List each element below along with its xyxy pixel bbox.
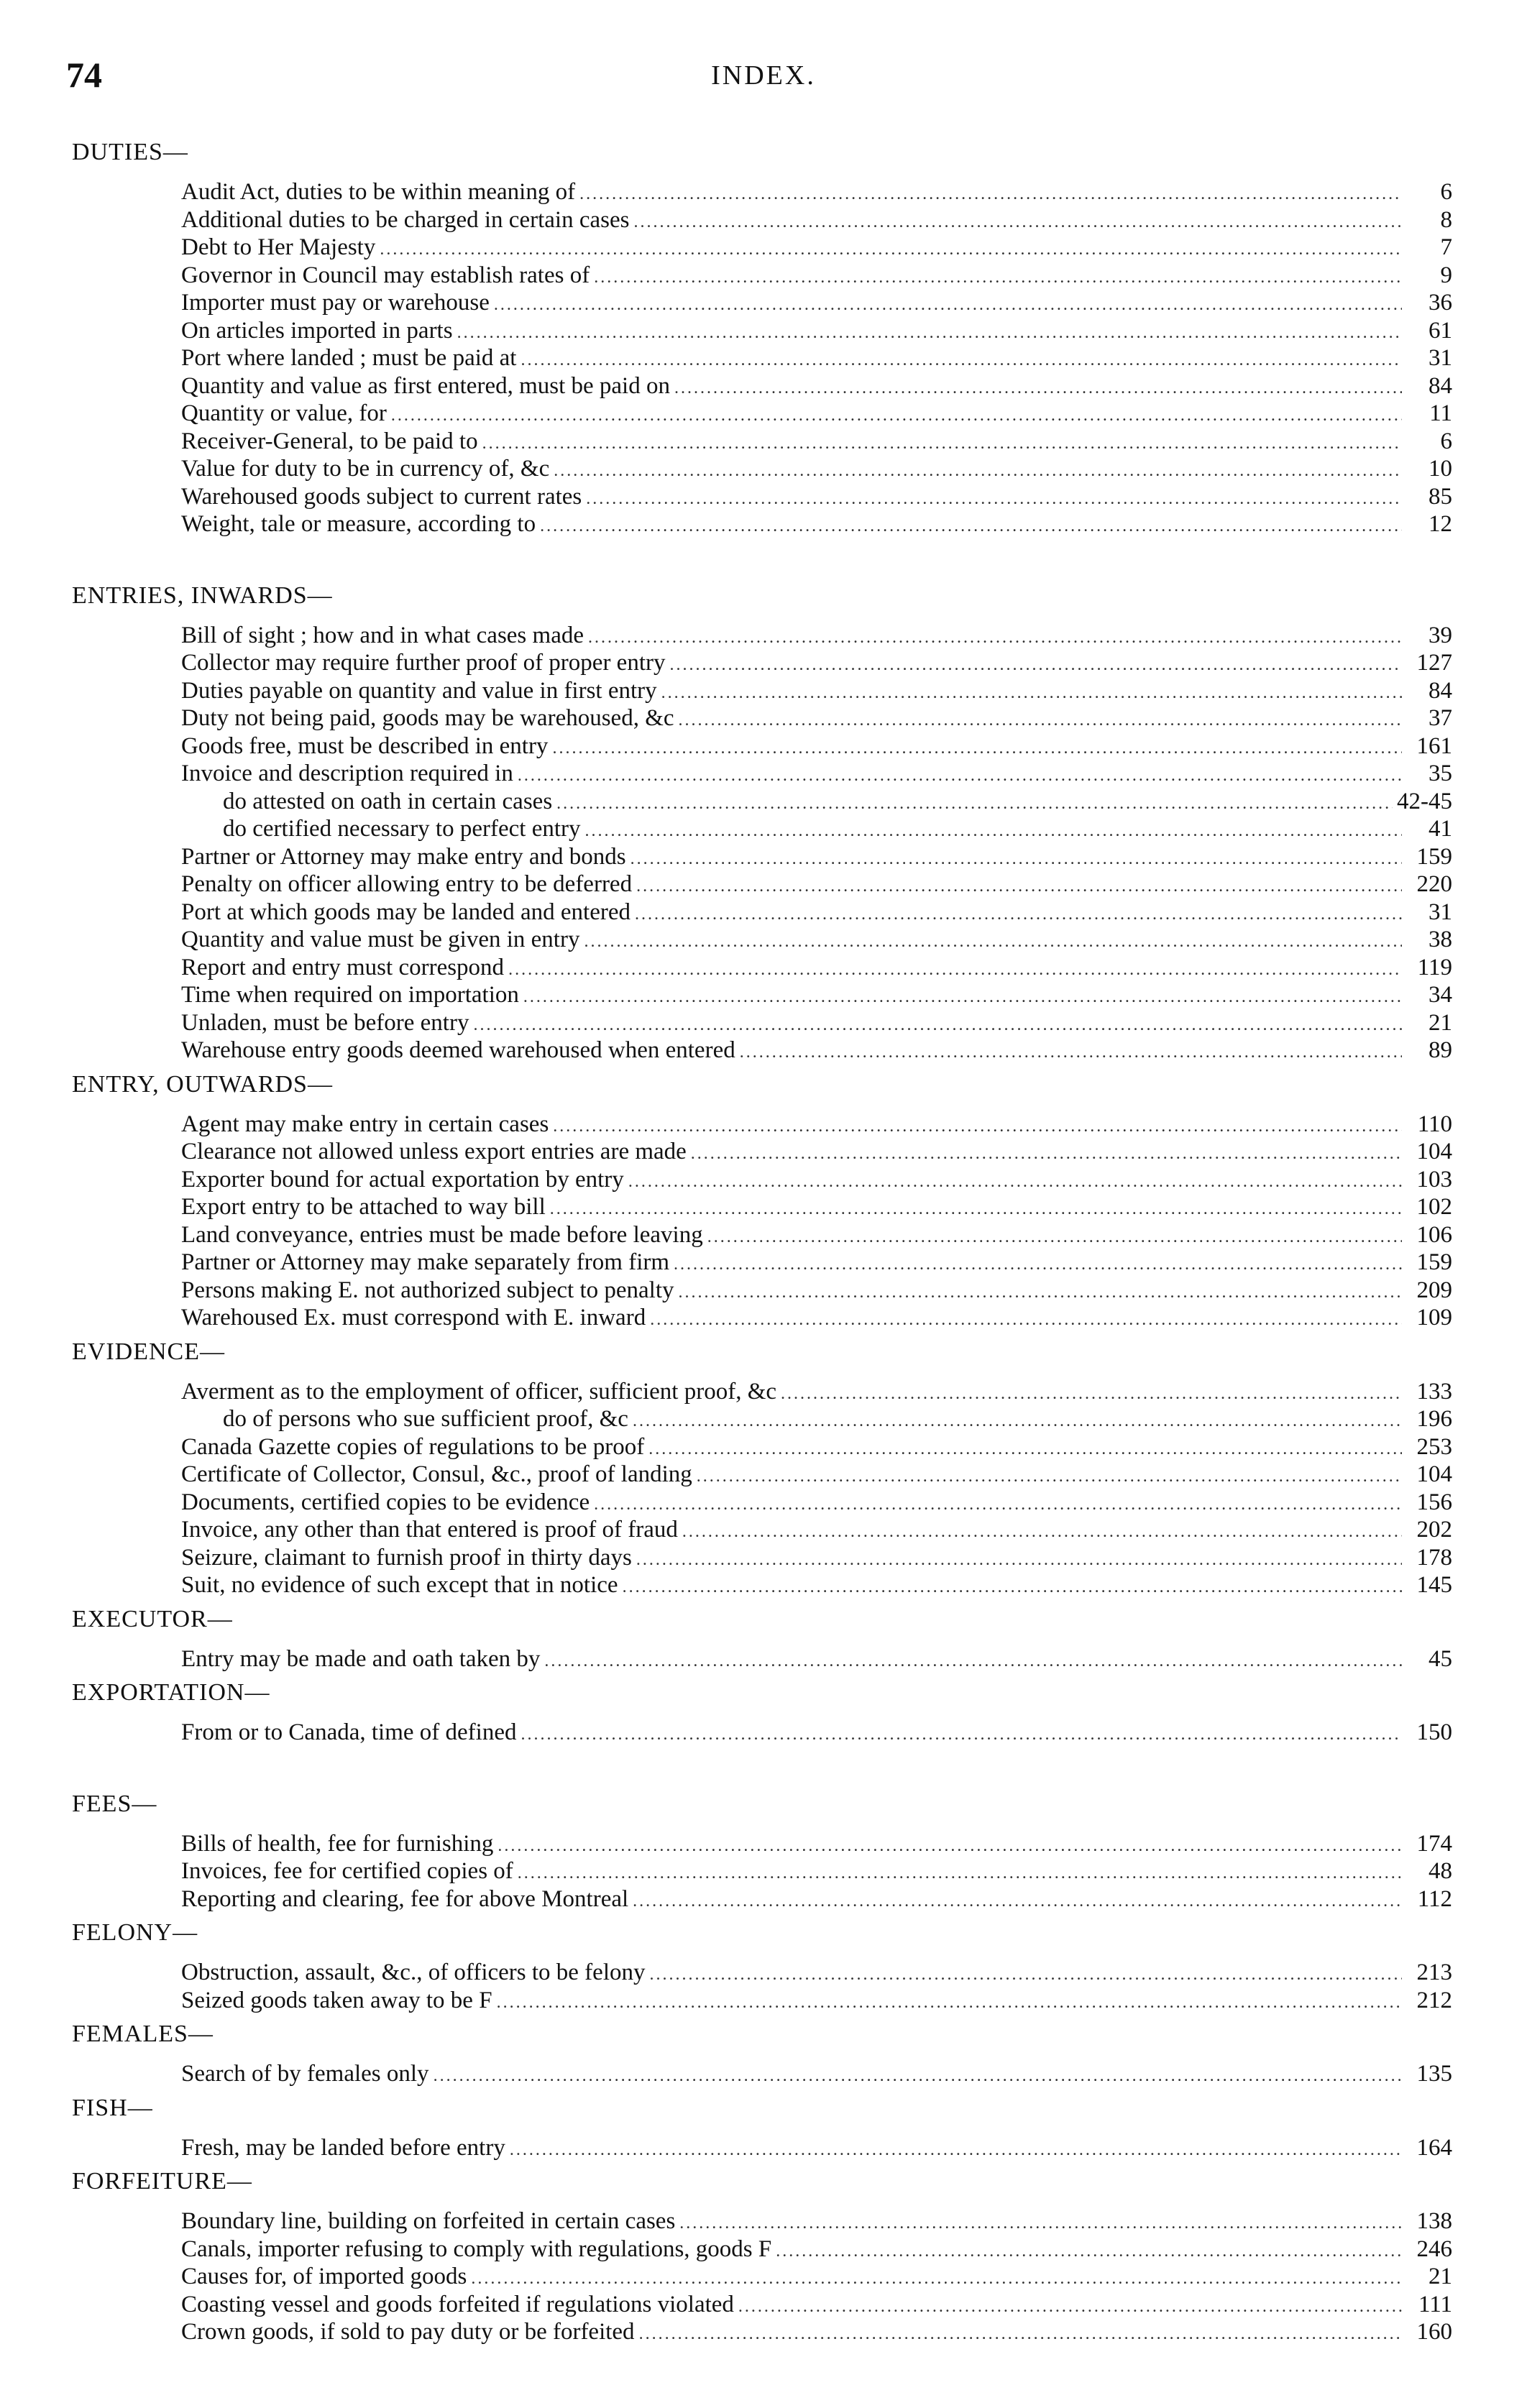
dot-leader	[691, 1140, 1402, 1168]
dot-leader	[586, 485, 1402, 513]
index-entry	[72, 981, 1452, 1009]
index-entry	[72, 870, 1452, 899]
entry-text: Clearance not allowed unless export entries are made	[181, 1139, 687, 1164]
entry-text: Port where landed ; must be paid at	[181, 345, 517, 371]
entry-text: Additional duties to be charged in certain cases	[181, 206, 630, 233]
index-entry	[72, 1193, 1452, 1221]
dot-leader	[550, 1195, 1402, 1223]
index-entry	[72, 2263, 1452, 2291]
dot-leader	[380, 236, 1402, 264]
index-entry	[72, 926, 1452, 954]
entry-page-ref: 35	[1429, 760, 1452, 786]
dot-leader	[661, 679, 1402, 707]
index-section-entry-outwards	[72, 1069, 1452, 1332]
entry-text: Canada Gazette copies of regulations to be proof	[181, 1433, 645, 1460]
entry-page-ref: 112	[1417, 1885, 1452, 1912]
entry-text: Report and entry must correspond	[181, 954, 505, 980]
entry-text: Duties payable on quantity and value in first entry	[181, 677, 657, 704]
index-section-duties	[72, 137, 1452, 538]
section-heading: FELONY—	[72, 1919, 198, 1946]
index-entry	[72, 760, 1452, 788]
entry-page-ref: 89	[1429, 1037, 1452, 1063]
page-number: 74	[66, 55, 102, 95]
entry-page-ref: 84	[1429, 677, 1452, 704]
index-entry	[72, 1516, 1452, 1544]
dot-leader	[521, 346, 1402, 374]
entry-page-ref: 213	[1416, 1959, 1452, 1985]
section-heading: ENTRIES, INWARDS—	[72, 582, 333, 609]
entry-text: Coasting vessel and goods forfeited if regulations violated	[181, 2291, 734, 2317]
index-entry	[72, 400, 1452, 428]
dot-leader	[649, 1961, 1402, 1989]
index-entry	[72, 1571, 1452, 1599]
index-entry	[72, 2235, 1452, 2264]
index-section-evidence	[72, 1336, 1452, 1599]
dot-leader	[633, 1888, 1402, 1916]
entry-text: Penalty on officer allowing entry to be deferred	[181, 871, 633, 897]
dot-leader	[579, 180, 1402, 208]
index-entry	[72, 1959, 1452, 1987]
dot-leader	[594, 264, 1402, 292]
index-entry	[72, 1489, 1452, 1517]
section-heading: EXPORTATION—	[72, 1679, 270, 1706]
entry-text: Documents, certified copies to be evidence	[181, 1489, 590, 1515]
dot-leader	[521, 1721, 1402, 1749]
entry-text: Seizure, claimant to furnish proof in thirty days	[181, 1544, 632, 1571]
dot-leader	[635, 901, 1402, 929]
index-entry	[72, 2318, 1452, 2346]
entry-page-ref: 111	[1418, 2291, 1452, 2317]
dot-leader	[523, 983, 1402, 1011]
dot-leader	[674, 1251, 1402, 1279]
dot-leader	[679, 707, 1402, 735]
entry-text: Receiver-General, to be paid to	[181, 428, 478, 454]
index-section-fish	[72, 2092, 1452, 2162]
dot-leader	[434, 2062, 1402, 2090]
entry-text: Reporting and clearing, fee for above Montreal	[181, 1885, 629, 1912]
index-entry	[72, 1857, 1452, 1885]
entry-text: Duty not being paid, goods may be warehoused, &c	[181, 705, 674, 731]
entry-text: Warehoused Ex. must correspond with E. inward	[181, 1305, 646, 1331]
entry-text: Debt to Her Majesty	[181, 234, 376, 260]
entry-page-ref: 45	[1429, 1645, 1452, 1672]
section-heading: ENTRY, OUTWARDS—	[72, 1070, 333, 1098]
entry-text: Goods free, must be described in entry	[181, 732, 549, 759]
entry-text: Invoice, any other than that entered is proof of fraud	[181, 1517, 678, 1543]
dot-leader	[553, 1113, 1402, 1141]
dot-leader	[482, 430, 1402, 458]
entry-page-ref: 21	[1429, 1009, 1452, 1036]
entry-page-ref: 109	[1416, 1305, 1452, 1331]
index-entry	[72, 178, 1452, 206]
entry-text: On articles imported in parts	[181, 317, 453, 344]
entry-page-ref: 161	[1416, 732, 1452, 759]
entry-page-ref: 103	[1416, 1166, 1452, 1192]
entry-text: Collector may require further proof of proper entry	[181, 650, 666, 676]
entry-text: Persons making E. not authorized subject to penalty	[181, 1277, 674, 1303]
index-entry	[72, 622, 1452, 650]
section-heading: EXECUTOR—	[72, 1605, 233, 1632]
entry-page-ref: 106	[1416, 1221, 1452, 1248]
entry-text: do attested on oath in certain cases	[223, 788, 553, 814]
dot-leader	[650, 1306, 1402, 1334]
entry-page-ref: 10	[1429, 456, 1452, 482]
index-entry	[72, 1277, 1452, 1305]
index-entry	[72, 1138, 1452, 1166]
entry-text: Port at which goods may be landed and entered	[181, 899, 630, 925]
index-entry	[72, 815, 1452, 843]
index-entry	[72, 1645, 1452, 1673]
index-entry	[72, 1111, 1452, 1139]
dot-leader	[707, 1223, 1402, 1251]
entry-page-ref: 9	[1440, 262, 1452, 288]
entry-page-ref: 12	[1429, 511, 1452, 537]
index-entry	[72, 2291, 1452, 2319]
entry-page-ref: 202	[1416, 1517, 1452, 1543]
section-heading: FEES—	[72, 1790, 157, 1817]
dot-leader	[556, 790, 1393, 818]
dot-leader	[679, 1279, 1402, 1307]
entry-page-ref: 119	[1417, 954, 1452, 980]
entry-text: Certificate of Collector, Consul, &c., proof of landing	[181, 1461, 692, 1487]
entry-page-ref: 209	[1416, 1277, 1452, 1303]
entry-page-ref: 196	[1416, 1406, 1452, 1432]
entry-page-ref: 6	[1440, 428, 1452, 454]
section-heading: EVIDENCE—	[72, 1338, 225, 1365]
entry-text: Suit, no evidence of such except that in notice	[181, 1572, 618, 1598]
entry-text: Invoices, fee for certified copies of	[181, 1858, 513, 1884]
index-entry	[72, 704, 1452, 732]
index-entry	[72, 1249, 1452, 1277]
index-entry	[72, 2134, 1452, 2162]
dot-leader	[738, 2293, 1402, 2321]
entry-page-ref: 31	[1429, 899, 1452, 925]
index-entry	[72, 1830, 1452, 1858]
index-section-forfeiture	[72, 2166, 1452, 2346]
entry-text: Seized goods taken away to be F	[181, 1987, 492, 2013]
dot-leader	[682, 1518, 1402, 1546]
entry-page-ref: 220	[1416, 871, 1452, 897]
dot-leader	[518, 762, 1402, 790]
dot-leader	[552, 735, 1402, 763]
index-entry	[72, 1304, 1452, 1332]
dot-leader	[508, 956, 1402, 984]
index-entry	[72, 1009, 1452, 1037]
dot-leader	[628, 1168, 1402, 1196]
index-section-executor	[72, 1604, 1452, 1673]
entry-page-ref: 21	[1429, 2264, 1452, 2289]
dot-leader	[697, 1463, 1402, 1491]
dot-leader	[776, 2238, 1402, 2266]
dot-leader	[457, 319, 1402, 347]
index-entry	[72, 1544, 1452, 1572]
entry-text: do of persons who sue sufficient proof, &c	[223, 1406, 628, 1432]
entry-page-ref: 150	[1416, 1719, 1452, 1745]
entry-page-ref: 159	[1416, 843, 1452, 870]
entry-page-ref: 253	[1416, 1433, 1452, 1460]
entry-page-ref: 174	[1416, 1830, 1452, 1857]
index-entry	[72, 899, 1452, 927]
index-entry	[72, 1461, 1452, 1489]
entry-page-ref: 156	[1416, 1489, 1452, 1515]
entry-text: Unladen, must be before entry	[181, 1009, 469, 1036]
dot-leader	[623, 1573, 1402, 1601]
entry-text: Weight, tale or measure, according to	[181, 511, 536, 537]
index-entry	[72, 372, 1452, 400]
index-body	[72, 137, 1452, 2346]
index-entry	[72, 649, 1452, 677]
entry-text: Boundary line, building on forfeited in certain cases	[181, 2208, 676, 2234]
index-entry	[72, 483, 1452, 511]
entry-text: Entry may be made and oath taken by	[181, 1645, 541, 1672]
entry-page-ref: 104	[1416, 1461, 1452, 1487]
entry-text: Search of by females only	[181, 2061, 429, 2087]
entry-page-ref: 178	[1416, 1544, 1452, 1571]
page-header	[0, 54, 1527, 97]
entry-page-ref: 246	[1416, 2235, 1452, 2262]
entry-text: Bills of health, fee for furnishing	[181, 1830, 494, 1857]
dot-leader	[636, 1546, 1402, 1574]
index-entry	[72, 677, 1452, 705]
index-entry	[72, 2060, 1452, 2088]
dot-leader	[670, 651, 1403, 679]
section-heading: FISH—	[72, 2094, 153, 2121]
dot-leader	[674, 374, 1402, 403]
entry-text: Fresh, may be landed before entry	[181, 2134, 505, 2161]
entry-page-ref: 36	[1429, 290, 1452, 316]
dot-leader	[391, 402, 1402, 430]
dot-leader	[639, 2320, 1402, 2348]
entry-page-ref: 39	[1429, 622, 1452, 648]
entry-page-ref: 48	[1429, 1858, 1452, 1884]
section-heading: FEMALES—	[72, 2021, 214, 2047]
entry-text: Quantity and value must be given in entry	[181, 927, 580, 952]
entry-page-ref: 110	[1417, 1111, 1452, 1137]
entry-page-ref: 127	[1416, 650, 1452, 676]
section-heading: DUTIES—	[72, 139, 188, 165]
entry-text: Canals, importer refusing to comply with regulations, goods F	[181, 2235, 772, 2262]
page-title: INDEX.	[711, 60, 816, 91]
entry-page-ref: 7	[1440, 234, 1452, 260]
entry-text: Audit Act, duties to be within meaning of	[181, 179, 576, 205]
index-entry	[72, 788, 1452, 816]
entry-page-ref: 138	[1416, 2208, 1452, 2234]
dot-leader	[585, 817, 1403, 845]
entry-page-ref: 85	[1429, 483, 1452, 510]
dot-leader	[588, 624, 1402, 652]
entry-page-ref: 8	[1440, 206, 1452, 233]
entry-page-ref: 135	[1416, 2061, 1452, 2087]
index-section-fees	[72, 1788, 1452, 1913]
dot-leader	[584, 928, 1402, 956]
entry-page-ref: 102	[1416, 1194, 1452, 1220]
entry-text: Partner or Attorney may make separately from firm	[181, 1249, 670, 1275]
entry-text: Causes for, of imported goods	[181, 2264, 467, 2289]
index-entry	[72, 843, 1452, 871]
entry-page-ref: 34	[1429, 982, 1452, 1008]
dot-leader	[740, 1039, 1402, 1067]
dot-leader	[554, 457, 1402, 485]
entry-page-ref: 61	[1429, 317, 1452, 344]
entry-page-ref: 145	[1416, 1572, 1452, 1598]
entry-text: Exporter bound for actual exportation by entry	[181, 1166, 624, 1192]
index-entry	[72, 954, 1452, 982]
index-entry	[72, 262, 1452, 290]
entry-text: Export entry to be attached to way bill	[181, 1194, 546, 1220]
entry-page-ref: 41	[1429, 816, 1452, 842]
entry-page-ref: 133	[1416, 1378, 1452, 1405]
entry-page-ref: 42-45	[1397, 788, 1452, 814]
dot-leader	[518, 1860, 1402, 1888]
index-entry	[72, 732, 1452, 760]
entry-page-ref: 160	[1416, 2319, 1452, 2345]
dot-leader	[781, 1380, 1402, 1408]
index-entry	[72, 455, 1452, 483]
entry-text: Value for duty to be in currency of, &c	[181, 456, 550, 482]
index-entry	[72, 1719, 1452, 1747]
dot-leader	[633, 1407, 1402, 1435]
dot-leader	[510, 2136, 1402, 2164]
index-entry	[72, 234, 1452, 262]
dot-leader	[636, 873, 1402, 901]
dot-leader	[497, 1989, 1402, 2017]
entry-text: Time when required on importation	[181, 982, 519, 1008]
index-entry	[72, 510, 1452, 538]
entry-page-ref: 164	[1416, 2134, 1452, 2161]
entry-page-ref: 104	[1416, 1139, 1452, 1164]
dot-leader	[497, 1832, 1402, 1860]
entry-text: Quantity and value as first entered, must be paid on	[181, 372, 670, 399]
index-entry	[72, 1037, 1452, 1065]
entry-page-ref: 212	[1416, 1987, 1452, 2013]
entry-text: Land conveyance, entries must be made before leaving	[181, 1221, 703, 1248]
entry-text: Warehouse entry goods deemed warehoused when entered	[181, 1037, 735, 1063]
index-section-felony	[72, 1917, 1452, 2014]
index-entry	[72, 1885, 1452, 1913]
entry-page-ref: 31	[1429, 345, 1452, 371]
entry-text: Invoice and description required in	[181, 760, 513, 786]
entry-text: Agent may make entry in certain cases	[181, 1111, 549, 1137]
index-entry	[72, 317, 1452, 345]
index-section-exportation	[72, 1677, 1452, 1747]
dot-leader	[540, 513, 1402, 541]
entry-page-ref: 11	[1429, 400, 1452, 426]
index-entry	[72, 1987, 1452, 2015]
index-entry	[72, 289, 1452, 317]
dot-leader	[679, 2210, 1402, 2238]
entry-text: Crown goods, if sold to pay duty or be forfeited	[181, 2319, 635, 2345]
section-heading: FORFEITURE—	[72, 2168, 252, 2195]
entry-page-ref: 159	[1416, 1249, 1452, 1275]
entry-text: Quantity or value, for	[181, 400, 387, 426]
index-entry	[72, 1433, 1452, 1461]
index-section-entries-inwards	[72, 580, 1452, 1065]
index-entry	[72, 1166, 1452, 1194]
entry-page-ref: 38	[1429, 927, 1452, 952]
index-entry	[72, 1221, 1452, 1249]
entry-page-ref: 84	[1429, 372, 1452, 399]
dot-leader	[630, 845, 1402, 873]
index-section-females	[72, 2018, 1452, 2088]
entry-text: Governor in Council may establish rates of	[181, 262, 590, 288]
entry-text: Partner or Attorney may make entry and bonds	[181, 843, 626, 870]
dot-leader	[473, 1011, 1402, 1039]
dot-leader	[648, 1435, 1402, 1463]
entry-text: do certified necessary to perfect entry	[223, 816, 581, 842]
entry-text: Bill of sight ; how and in what cases made	[181, 622, 584, 648]
dot-leader	[594, 1491, 1402, 1519]
entry-page-ref: 6	[1440, 179, 1452, 205]
dot-leader	[494, 291, 1402, 319]
index-entry	[72, 1405, 1452, 1433]
index-entry	[72, 344, 1452, 372]
entry-text: Warehoused goods subject to current rates	[181, 483, 582, 510]
dot-leader	[544, 1648, 1402, 1676]
entry-text: From or to Canada, time of defined	[181, 1719, 517, 1745]
dot-leader	[633, 208, 1402, 236]
entry-text: Obstruction, assault, &c., of officers to be felony	[181, 1959, 646, 1985]
entry-page-ref: 37	[1429, 705, 1452, 731]
index-entry	[72, 2207, 1452, 2235]
index-entry	[72, 206, 1452, 234]
index-entry	[72, 428, 1452, 456]
entry-text: Averment as to the employment of officer, sufficient proof, &c	[181, 1378, 777, 1405]
index-entry	[72, 1378, 1452, 1406]
entry-text: Importer must pay or warehouse	[181, 290, 490, 316]
dot-leader	[471, 2265, 1402, 2293]
